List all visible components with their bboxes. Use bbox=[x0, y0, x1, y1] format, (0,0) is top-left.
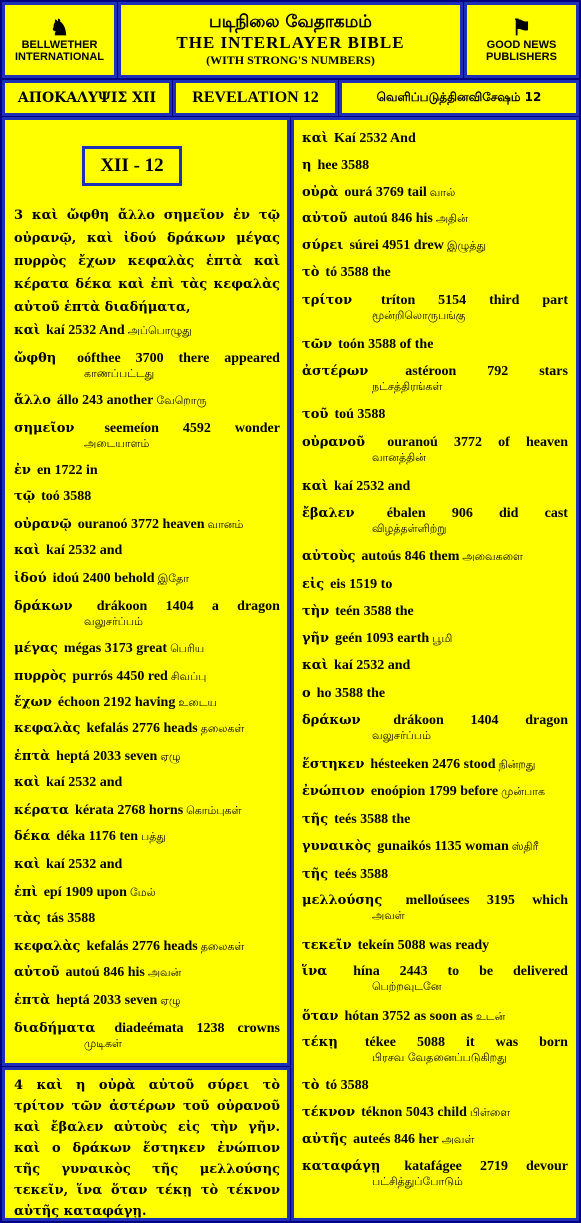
tamil-book-text: வெளிப்படுத்தினவிசேஷம் 12 bbox=[376, 90, 542, 104]
english-book-label bbox=[173, 80, 338, 116]
transliteration: kaí 2532 and bbox=[46, 775, 123, 790]
word-entry bbox=[14, 774, 280, 791]
transliteration: auteés 846 her bbox=[353, 1132, 439, 1147]
verse4-greek: 4 καὶ η οὐρὰ αὐτοῦ σύρει τὸ τρίτον τῶν ἀστέρων τοῦ οὐρανοῦ καὶ ἔβαλεν αὐτοὺς εἰς τὴν γῆν. καὶ ο δράκων ἕστηκεν ἐνώπιον τῆς γυναικὸς τῆς μελλούσης τεκεῖν, ἵνα ὅταν τέκῃ τὸ τέκνον αὐτῆς καταφάγῃ. bbox=[14, 1078, 280, 1219]
word-entry bbox=[302, 712, 568, 742]
transliteration-part: 1238 bbox=[196, 1021, 225, 1036]
greek-word: τῶν bbox=[302, 337, 333, 352]
word-entry bbox=[302, 264, 568, 281]
tamil-gloss: பிள்ளை bbox=[469, 1106, 511, 1119]
transliteration: kefalás 2776 heads bbox=[86, 939, 198, 954]
tamil-gloss: பூமி bbox=[432, 632, 453, 645]
greek-word: δέκα bbox=[14, 829, 51, 844]
transliteration-part: born bbox=[539, 1035, 568, 1050]
tamil-gloss: அவன் bbox=[147, 966, 182, 979]
transliteration-part: cast bbox=[544, 506, 568, 521]
word-entry bbox=[14, 964, 280, 981]
transliteration-part: tékee bbox=[364, 1035, 396, 1050]
tamil-gloss: பிரசவ வேதனைப்படுகிறது bbox=[372, 1051, 507, 1064]
transliteration: heptá 2033 seven bbox=[56, 749, 158, 764]
greek-word: καὶ bbox=[302, 658, 329, 673]
tamil-gloss: பெற்றவுடனே bbox=[372, 980, 442, 993]
greek-word: ἑπτὰ bbox=[14, 749, 51, 764]
greek-word: καὶ bbox=[302, 479, 329, 494]
transliteration: hésteeken 2476 stood bbox=[370, 757, 496, 772]
word-entry bbox=[14, 392, 280, 409]
tamil-gloss: மேல் bbox=[129, 886, 156, 899]
word-entry bbox=[302, 603, 568, 620]
greek-word: σύρει bbox=[302, 238, 344, 253]
word-entry bbox=[14, 350, 280, 380]
transliteration: kefalás 2776 heads bbox=[86, 721, 198, 736]
word-entry bbox=[14, 938, 280, 955]
transliteration: idoú 2400 behold bbox=[52, 571, 155, 586]
greek-word: αὐτῆς bbox=[302, 1132, 348, 1147]
word-entry bbox=[302, 657, 568, 674]
tamil-gloss: ஏழு bbox=[160, 994, 181, 1007]
tamil-gloss: அவள் bbox=[372, 909, 405, 922]
greek-word: δράκων bbox=[14, 599, 73, 614]
transliteration-part: 4592 bbox=[182, 421, 211, 436]
greek-word: αὐτοὺς bbox=[302, 549, 356, 564]
transliteration-part: 3195 bbox=[486, 893, 515, 908]
word-entry bbox=[302, 184, 568, 201]
word-entry bbox=[302, 1158, 568, 1188]
transliteration: mégas 3173 great bbox=[63, 641, 168, 656]
greek-word: αὐτοῦ bbox=[302, 211, 348, 226]
greek-word: ἐπὶ bbox=[14, 885, 38, 900]
word-entry bbox=[302, 363, 568, 393]
transliteration-part: delivered bbox=[513, 964, 568, 979]
word-entry bbox=[302, 685, 568, 702]
greek-word: καὶ bbox=[14, 543, 41, 558]
tamil-gloss: அப்பொழுது bbox=[127, 324, 192, 337]
greek-word: ἐνώπιον bbox=[302, 784, 365, 799]
transliteration-part: katafágee bbox=[404, 1159, 462, 1174]
greek-word: τρίτον bbox=[302, 293, 353, 308]
transliteration-part: dragon bbox=[525, 713, 568, 728]
greek-word: καὶ bbox=[14, 775, 41, 790]
goodnews-logo-line2: PUBLISHERS bbox=[486, 51, 557, 63]
transliteration-part: astéroon bbox=[405, 364, 457, 379]
word-entry bbox=[302, 1034, 568, 1064]
word-entry bbox=[14, 322, 280, 339]
word-entry bbox=[302, 892, 568, 922]
tamil-gloss: வலுசர்ப்பம் bbox=[84, 615, 143, 628]
word-entry bbox=[14, 802, 280, 819]
word-entry bbox=[14, 748, 280, 765]
transliteration-part: it bbox=[466, 1035, 475, 1050]
transliteration: geén 1093 earth bbox=[335, 631, 430, 646]
greek-word: οὐρὰ bbox=[302, 185, 339, 200]
transliteration: purrós 4450 red bbox=[72, 669, 168, 684]
word-entry bbox=[14, 828, 280, 845]
transliteration-part: to bbox=[447, 964, 460, 979]
transliteration: autoús 846 them bbox=[361, 549, 460, 564]
word-entry bbox=[302, 505, 568, 535]
transliteration: Kaí 2532 And bbox=[334, 131, 416, 146]
transliteration-part: seemeíon bbox=[104, 421, 159, 436]
transliteration-part: drákoon bbox=[96, 599, 148, 614]
greek-word: ἐν bbox=[14, 463, 31, 478]
tamil-gloss: வால் bbox=[429, 186, 456, 199]
transliteration-part: third bbox=[489, 293, 520, 308]
word-entry bbox=[14, 598, 280, 628]
greek-word: γυναικὸς bbox=[302, 839, 372, 854]
tamil-gloss: இழுத்து bbox=[446, 239, 486, 252]
title-subtitle: (WITH STRONG'S NUMBERS) bbox=[206, 53, 375, 67]
greek-word: δράκων bbox=[302, 713, 361, 728]
greek-word: ἔβαλεν bbox=[302, 506, 355, 521]
greek-word: τεκεῖν bbox=[302, 938, 352, 953]
goodnews-logo bbox=[464, 2, 579, 78]
greek-word: ο bbox=[302, 686, 311, 701]
greek-word: μελλούσης bbox=[302, 893, 383, 908]
transliteration: tó 3588 the bbox=[325, 265, 391, 280]
greek-word: τὴν bbox=[302, 604, 330, 619]
word-entry bbox=[302, 434, 568, 464]
transliteration-part: diadeémata bbox=[114, 1021, 184, 1036]
transliteration-part: ouranoú bbox=[387, 435, 438, 450]
transliteration: teés 3588 the bbox=[334, 812, 411, 827]
transliteration: kaí 2532 And bbox=[46, 323, 125, 338]
tamil-gloss: நட்சத்திரங்கள் bbox=[372, 380, 443, 393]
transliteration: súrei 4951 drew bbox=[349, 238, 444, 253]
transliteration-part: a bbox=[211, 599, 219, 614]
transliteration-part: 5154 bbox=[438, 293, 467, 308]
tamil-gloss: நின்றது bbox=[498, 758, 536, 771]
transliteration-part: hína bbox=[353, 964, 380, 979]
transliteration: tekeín 5088 was ready bbox=[357, 938, 490, 953]
transliteration-part: 3700 bbox=[135, 351, 164, 366]
transliteration: kaí 2532 and bbox=[46, 857, 123, 872]
tamil-gloss: வேறொரு bbox=[156, 394, 207, 407]
greek-word: τοῦ bbox=[302, 407, 329, 422]
greek-word: ἔχων bbox=[14, 695, 52, 710]
tamil-gloss: உடைய bbox=[178, 696, 217, 709]
greek-word: τὰς bbox=[14, 911, 41, 926]
greek-word: τὸ bbox=[302, 265, 320, 280]
greek-word: οὐρανοῦ bbox=[302, 435, 366, 450]
word-entry bbox=[302, 811, 568, 828]
transliteration: tó 3588 bbox=[325, 1078, 369, 1093]
tamil-book-label bbox=[339, 80, 579, 116]
word-entry bbox=[302, 1008, 568, 1025]
greek-word: ἕστηκεν bbox=[302, 757, 365, 772]
tamil-gloss: வானம் bbox=[207, 518, 244, 531]
word-entry bbox=[14, 910, 280, 927]
transliteration-part: 2443 bbox=[399, 964, 428, 979]
greek-word: καὶ bbox=[14, 857, 41, 872]
transliteration: kérata 2768 horns bbox=[75, 803, 184, 818]
word-entry bbox=[302, 838, 568, 855]
greek-word: τὸ bbox=[302, 1078, 320, 1093]
tamil-gloss: பட்சித்துப்போடும் bbox=[372, 1175, 463, 1188]
verse3-greek: 3 καὶ ὤφθη ἄλλο σημεῖον ἐν τῷ οὐρανῷ, καὶ ἰδού δράκων μέγας πυρρὸς ἔχων κεφαλὰς ἑπτὰ καὶ κέρατα δέκα καὶ ἐπὶ τὰς κεφαλὰς αὐτοῦ ἑπτὰ διαδήματα, bbox=[14, 208, 280, 315]
greek-book-label bbox=[2, 80, 172, 116]
word-entry bbox=[302, 1131, 568, 1148]
word-entry bbox=[302, 406, 568, 423]
bellwether-logo-line1: BELLWETHER bbox=[21, 39, 98, 51]
transliteration-part: drákoon bbox=[393, 713, 444, 728]
transliteration-part: was bbox=[495, 1035, 519, 1050]
transliteration-part: part bbox=[542, 293, 568, 308]
word-entry bbox=[302, 963, 568, 993]
transliteration: échoon 2192 having bbox=[57, 695, 176, 710]
transliteration-part: tríton bbox=[381, 293, 416, 308]
transliteration-part: crowns bbox=[237, 1021, 280, 1036]
title-block bbox=[118, 2, 463, 78]
transliteration-part: 1404 bbox=[165, 599, 194, 614]
transliteration-part: there bbox=[178, 351, 210, 366]
transliteration-part: dragon bbox=[237, 599, 280, 614]
word-entry bbox=[14, 694, 280, 711]
greek-word: σημεῖον bbox=[14, 421, 75, 436]
word-entry bbox=[14, 462, 280, 479]
greek-word: καὶ bbox=[14, 323, 41, 338]
tamil-gloss: வானத்தின் bbox=[372, 451, 426, 464]
word-entry bbox=[302, 630, 568, 647]
goodnews-logo-line1: GOOD NEWS bbox=[486, 39, 557, 51]
transliteration: kaí 2532 and bbox=[334, 479, 411, 494]
transliteration: toú 3588 bbox=[334, 407, 386, 422]
tamil-gloss: பெரிய bbox=[170, 642, 205, 655]
goodnews-figure-icon: ⚑ bbox=[511, 15, 532, 40]
english-book-text: REVELATION 12 bbox=[192, 89, 319, 106]
greek-word: ἵνα bbox=[302, 964, 328, 979]
tamil-gloss: இதோ bbox=[157, 572, 190, 585]
transliteration: hee 3588 bbox=[317, 158, 370, 173]
word-entry bbox=[302, 130, 568, 147]
transliteration-part: 2719 bbox=[479, 1159, 508, 1174]
transliteration: autoú 846 his bbox=[353, 211, 433, 226]
word-entry bbox=[302, 783, 568, 800]
word-entry bbox=[302, 292, 568, 322]
word-entry bbox=[302, 237, 568, 254]
tamil-gloss: ஏழு bbox=[160, 750, 181, 763]
tamil-gloss: தலைகள் bbox=[200, 940, 245, 953]
word-entry bbox=[302, 1104, 568, 1121]
tamil-gloss: பத்து bbox=[141, 830, 166, 843]
transliteration-part: which bbox=[532, 893, 568, 908]
transliteration: hótan 3752 as soon as bbox=[344, 1009, 473, 1024]
bellwether-logo-line2: INTERNATIONAL bbox=[14, 51, 104, 63]
transliteration-part: wonder bbox=[234, 421, 280, 436]
greek-word: κεφαλὰς bbox=[14, 939, 81, 954]
transliteration: kaí 2532 and bbox=[334, 658, 411, 673]
tamil-gloss: அதின் bbox=[435, 212, 468, 225]
word-entry bbox=[14, 856, 280, 873]
word-entry bbox=[302, 756, 568, 773]
word-entry bbox=[302, 336, 568, 353]
greek-word: η bbox=[302, 158, 312, 173]
transliteration: epí 1909 upon bbox=[43, 885, 127, 900]
word-entry bbox=[14, 1020, 280, 1050]
transliteration-part: 792 bbox=[487, 364, 509, 379]
word-entry bbox=[302, 157, 568, 174]
transliteration: ourá 3769 tail bbox=[344, 185, 427, 200]
word-entry bbox=[14, 570, 280, 587]
transliteration: téknon 5043 child bbox=[361, 1105, 467, 1120]
word-entry bbox=[14, 542, 280, 559]
greek-word: μέγας bbox=[14, 641, 58, 656]
transliteration-part: did bbox=[498, 506, 519, 521]
transliteration: eis 1519 to bbox=[330, 577, 393, 592]
transliteration: állo 243 another bbox=[56, 393, 154, 408]
transliteration-part: heaven bbox=[526, 435, 568, 450]
transliteration: kaí 2532 and bbox=[46, 543, 123, 558]
transliteration-part: oófthee bbox=[77, 351, 121, 366]
transliteration: ouranoó 3772 heaven bbox=[77, 517, 205, 532]
transliteration: teés 3588 bbox=[334, 867, 389, 882]
tamil-gloss: முன்பாக bbox=[501, 785, 545, 798]
transliteration: enoópion 1799 before bbox=[370, 784, 499, 799]
transliteration: tás 3588 bbox=[46, 911, 96, 926]
greek-word: κεφαλὰς bbox=[14, 721, 81, 736]
word-entry bbox=[14, 992, 280, 1009]
transliteration-part: stars bbox=[539, 364, 568, 379]
tamil-gloss: அவள் bbox=[441, 1133, 475, 1146]
tamil-gloss: விழத்தள்ளிற்று bbox=[372, 522, 447, 535]
tamil-gloss: உடன் bbox=[475, 1010, 506, 1023]
transliteration-part: appeared bbox=[224, 351, 280, 366]
word-entry bbox=[14, 668, 280, 685]
greek-word: οὐρανῷ bbox=[14, 517, 72, 532]
transliteration-part: ébalen bbox=[386, 506, 426, 521]
transliteration-part: 1404 bbox=[470, 713, 499, 728]
greek-word: τῆς bbox=[302, 812, 329, 827]
greek-word: γῆν bbox=[302, 631, 330, 646]
greek-word: διαδήματα bbox=[14, 1021, 96, 1036]
word-entry bbox=[14, 488, 280, 505]
transliteration-part: be bbox=[479, 964, 494, 979]
greek-word: ὅταν bbox=[302, 1009, 339, 1024]
greek-word: κέρατα bbox=[14, 803, 70, 818]
greek-word: ὤφθη bbox=[14, 351, 57, 366]
word-entry bbox=[302, 210, 568, 227]
tamil-gloss: தலைகள் bbox=[200, 722, 245, 735]
transliteration-part: 3772 bbox=[453, 435, 482, 450]
bellwether-ram-icon: ♞ bbox=[49, 15, 70, 40]
word-entry bbox=[302, 937, 568, 954]
tamil-gloss: மூன்றிலொருபங்கு bbox=[372, 309, 466, 322]
greek-word: καταφάγῃ bbox=[302, 1159, 381, 1174]
greek-word: τέκνον bbox=[302, 1105, 356, 1120]
greek-word: ἄλλο bbox=[14, 393, 51, 408]
greek-book-text: ΑΠΟΚΑΛΥΨΙΣ ΧΙΙ bbox=[17, 90, 157, 106]
word-entry bbox=[302, 576, 568, 593]
greek-word: τῷ bbox=[14, 489, 36, 504]
transliteration: déka 1176 ten bbox=[56, 829, 139, 844]
transliteration: en 1722 in bbox=[36, 463, 98, 478]
greek-word: ἀστέρων bbox=[302, 364, 369, 379]
word-entry bbox=[14, 720, 280, 737]
word-entry bbox=[302, 478, 568, 495]
transliteration: ho 3588 the bbox=[316, 686, 386, 701]
title-tamil: படிநிலை வேதாகமம் bbox=[209, 12, 372, 32]
greek-word: εἰς bbox=[302, 577, 325, 592]
transliteration-part: 5088 bbox=[416, 1035, 445, 1050]
transliteration: gunaikós 1135 woman bbox=[377, 839, 509, 854]
tamil-gloss: அடையாளம் bbox=[84, 437, 150, 450]
word-entry bbox=[14, 420, 280, 450]
word-entry bbox=[302, 866, 568, 883]
transliteration: toó 3588 bbox=[41, 489, 92, 504]
transliteration: autoú 846 his bbox=[65, 965, 145, 980]
tamil-gloss: முடிகள் bbox=[84, 1037, 122, 1050]
greek-word: τῆς bbox=[302, 867, 329, 882]
greek-word: ἑπτὰ bbox=[14, 993, 51, 1008]
title-english: THE INTERLAYER BIBLE bbox=[176, 33, 405, 52]
transliteration: heptá 2033 seven bbox=[56, 993, 158, 1008]
greek-word: τέκῃ bbox=[302, 1035, 338, 1050]
tamil-gloss: வலுசர்ப்பம் bbox=[372, 729, 431, 742]
tamil-gloss: அவைகளை bbox=[462, 550, 523, 563]
transliteration-part: 906 bbox=[451, 506, 473, 521]
word-entry bbox=[302, 548, 568, 565]
tamil-gloss: சிவப்பு bbox=[170, 670, 207, 683]
transliteration: teén 3588 the bbox=[335, 604, 414, 619]
transliteration-part: melloúsees bbox=[405, 893, 470, 908]
word-entry bbox=[302, 1077, 568, 1094]
word-entry bbox=[14, 640, 280, 657]
transliteration-part: devour bbox=[526, 1159, 568, 1174]
word-entry bbox=[14, 516, 280, 533]
tamil-gloss: காணப்பட்டது bbox=[84, 367, 155, 380]
tamil-gloss: ஸ்திரீ bbox=[511, 840, 539, 853]
bellwether-logo bbox=[2, 2, 117, 78]
tamil-gloss: கொம்புகள் bbox=[186, 804, 242, 817]
greek-word: πυρρὸς bbox=[14, 669, 67, 684]
greek-word: καὶ bbox=[302, 131, 329, 146]
transliteration: toón 3588 of the bbox=[338, 337, 434, 352]
greek-word: αὐτοῦ bbox=[14, 965, 60, 980]
greek-word: ἰδού bbox=[14, 571, 47, 586]
chapter-label: XII - 12 bbox=[82, 146, 182, 186]
transliteration-part: of bbox=[498, 435, 510, 450]
word-entry bbox=[14, 884, 280, 901]
